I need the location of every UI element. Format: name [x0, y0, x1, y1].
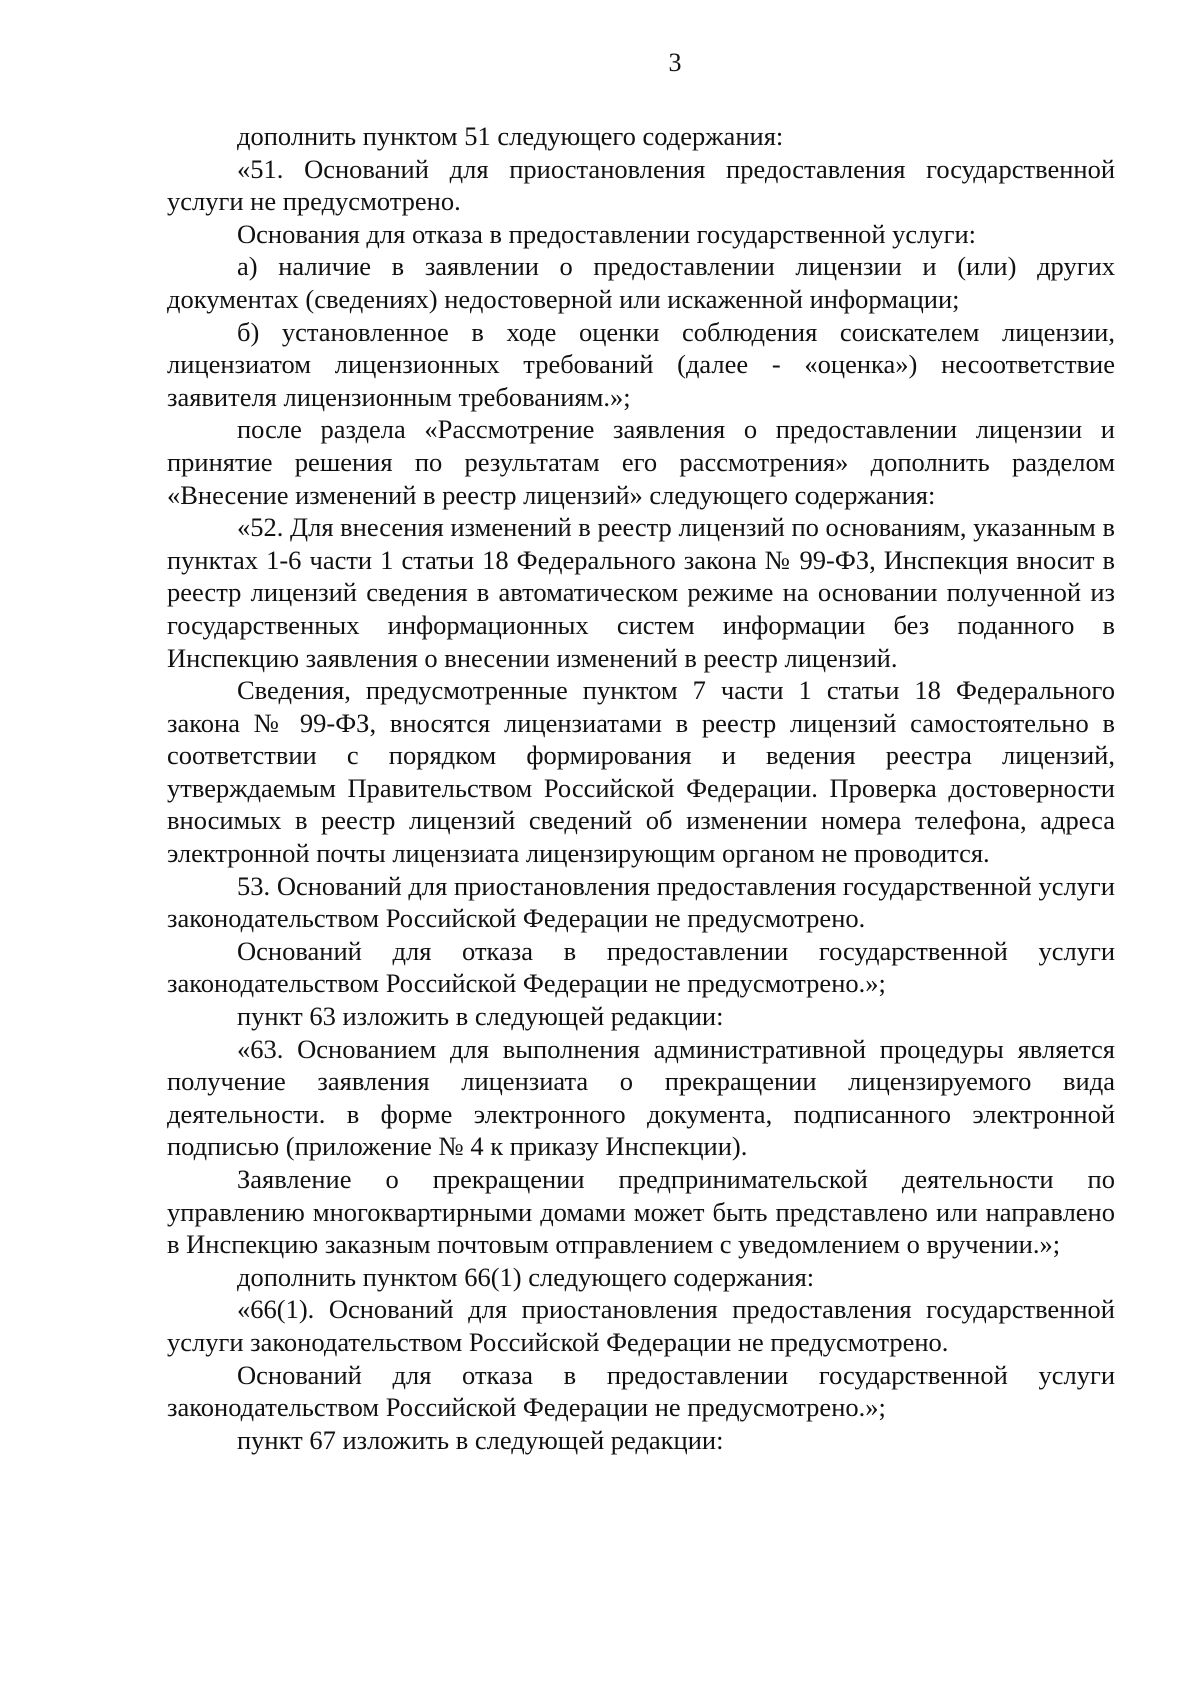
paragraph: пункт 67 изложить в следующей редакции: [237, 1424, 724, 1455]
paragraph: Заявление о прекращении предпринимательской деятельности по управлению многоквартирными домами может быть представлено или направлено в Инспекцию заказным почтовым отправлением с уведомлением о вручении.»; [167, 1164, 1115, 1260]
paragraph: «51. Оснований для приостановления предоставления государственной услуги не предусмотрено. [167, 153, 1115, 217]
paragraph: Оснований для отказа в предоставлении государственной услуги законодательством Российской Федерации не предусмотрено.»; [167, 1359, 1115, 1423]
paragraph: б) установленное в ходе оценки соблюдения соискателем лицензии, лицензиатом лицензионных требований (далее - «оценка») несоответствие заявителя лицензионным требованиям.»; [167, 316, 1115, 412]
paragraph: дополнить пунктом 66(1) следующего содержания: [237, 1261, 815, 1292]
paragraph: пункт 63 изложить в следующей редакции: [237, 1001, 724, 1032]
paragraph: Основания для отказа в предоставлении государственной услуги: [237, 218, 977, 249]
paragraph: «52. Для внесения изменений в реестр лицензий по основаниям, указанным в пунктах 1-6 части 1 статьи 18 Федерального закона № 99-ФЗ, Инспекция вносит в реестр лицензий сведения в автоматическом режиме на основании полученной из государственных информационных систем информации без поданного в Инспекцию заявления о внесении изменений в реестр лицензий. [167, 512, 1115, 673]
paragraph: «66(1). Оснований для приостановления предоставления государственной услуги законодательством Российской Федерации не предусмотрено. [167, 1294, 1115, 1357]
paragraph: «63. Основанием для выполнения административной процедуры является получение заявления лицензиата о прекращении лицензируемого вида деятельности. в форме электронного документа, подписанного электронной подписью (приложение № 4 к приказу Инспекции). [167, 1033, 1115, 1162]
paragraph: 53. Оснований для приостановления предоставления государственной услуги законодательством Российской Федерации не предусмотрено. [167, 870, 1115, 934]
paragraph: Оснований для отказа в предоставлении государственной услуги законодательством Российской Федерации не предусмотрено.»; [167, 935, 1115, 999]
page-number: 3 [668, 48, 682, 77]
document-body [167, 120, 1115, 1456]
paragraph: дополнить пунктом 51 следующего содержания: [237, 121, 784, 151]
paragraph: Сведения, предусмотренные пунктом 7 части 1 статьи 18 Федерального закона № 99-ФЗ, вносятся лицензиатами в реестр лицензий самостоятельно в соответствии с порядком формирования и ведения реестра лицензий, утверждаемым Правительством Российской Федерации. Проверка достоверности вносимых в реестр лицензий сведений об изменении номера телефона, адреса электронной почты лицензиата лицензирующим органом не проводится. [167, 675, 1115, 869]
paragraph: а) наличие в заявлении о предоставлении лицензии и (или) других документах (сведениях) недостоверной или искаженной информации; [167, 251, 1115, 314]
paragraph: после раздела «Рассмотрение заявления о предоставлении лицензии и принятие решения по результатам его рассмотрения» дополнить разделом «Внесение изменений в реестр лицензий» следующего содержания: [167, 414, 1115, 510]
